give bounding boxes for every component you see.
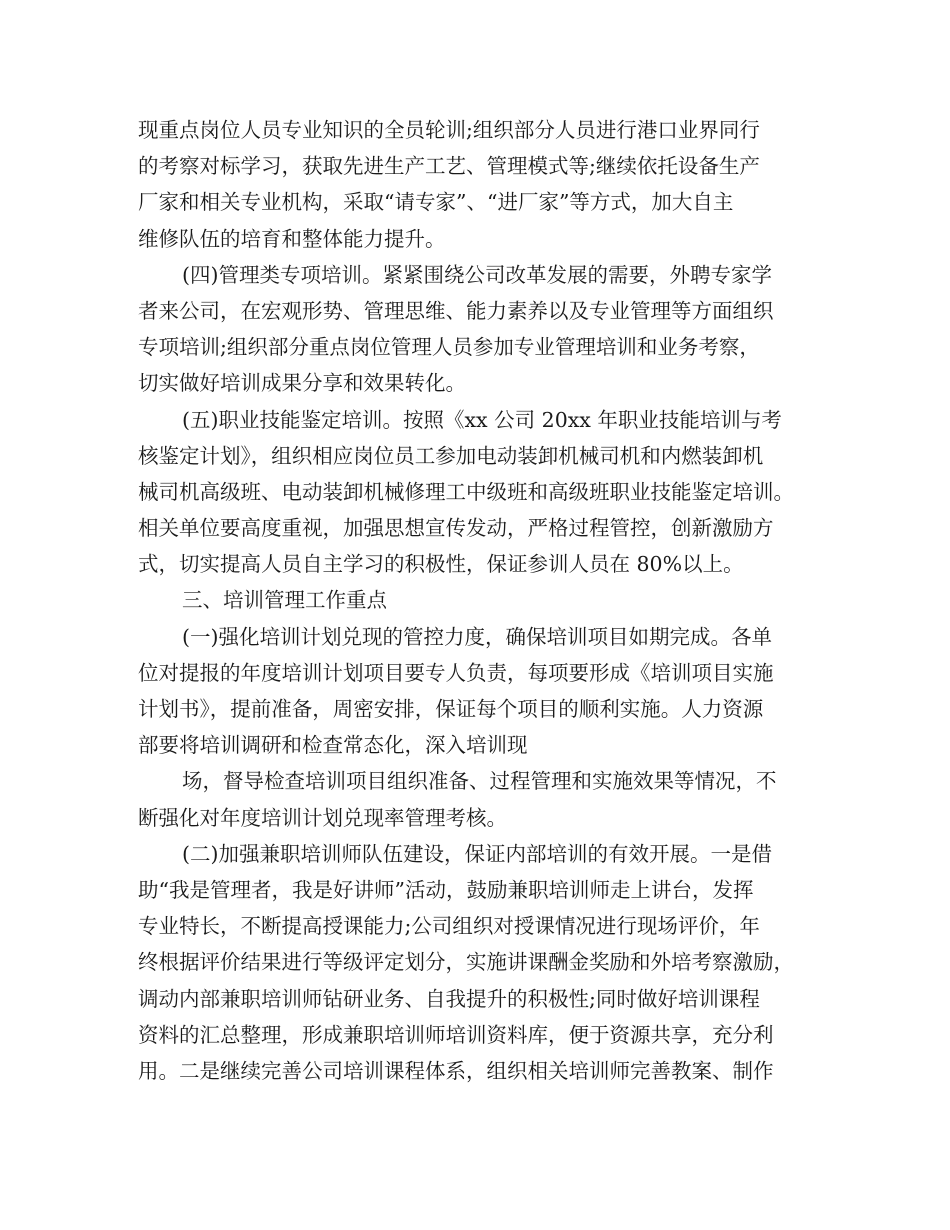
text-line: 切实做好培训成果分享和效果转化。 [138, 371, 466, 396]
text-line: 调动内部兼职培训师钻研业务、自我提升的积极性;同时做好培训课程 [138, 986, 760, 1011]
text-line: 式，切实提高人员自主学习的积极性，保证参训人员在 80%以上。 [138, 552, 744, 577]
text-line: 现重点岗位人员专业知识的全员轮训;组织部分人员进行港口业界同行 [138, 118, 760, 142]
text-line: (五)职业技能鉴定培训。按照《xx 公司 20xx 年职业技能培训与考 [182, 407, 782, 432]
text-line: 相关单位要高度重视，加强思想宣传发动，严格过程管控，创新激励方 [138, 516, 774, 541]
text-line: 计划书》，提前准备，周密安排，保证每个项目的顺利实施。人力资源 [138, 697, 764, 721]
text-line: 场，督导检查培训项目组织准备、过程管理和实施效果等情况，不 [182, 769, 777, 794]
text-line: 核鉴定计划》，组织相应岗位员工参加电动装卸机械司机和内燃装卸机 [138, 443, 764, 468]
text-line: (二)加强兼职培训师队伍建设，保证内部培训的有效开展。一是借 [182, 841, 772, 866]
text-line: 助“我是管理者，我是好讲师”活动，鼓励兼职培训师走上讲台，发挥 [138, 877, 754, 902]
text-line: 专业特长，不断提高授课能力;公司组织对授课情况进行现场评价，年 [138, 914, 760, 939]
text-line: 维修队伍的培育和整体能力提升。 [138, 226, 446, 251]
text-line: 的考察对标学习，获取先进生产工艺、管理模式等;继续依托设备生产 [138, 154, 760, 179]
text-line: 位对提报的年度培训计划项目要专人负责，每项要形成《培训项目实施 [138, 660, 774, 685]
text-line: (一)强化培训计划兑现的管控力度，确保培训项目如期完成。各单 [182, 624, 772, 649]
document-body [138, 112, 818, 1089]
text-line: 用。二是继续完善公司培训课程体系，组织相关培训师完善教案、制作 [138, 1058, 774, 1083]
text-line: 者来公司，在宏观形势、管理思维、能力素养以及专业管理等方面组织 [138, 298, 774, 323]
text-line: 部要将培训调研和检查常态化，深入培训现 [138, 733, 528, 758]
text-line: 专项培训;组织部分重点岗位管理人员参加专业管理培训和业务考察， [138, 335, 760, 360]
text-line: 断强化对年度培训计划兑现率管理考核。 [138, 805, 507, 830]
text-line: 资料的汇总整理，形成兼职培训师培训资料库，便于资源共享，充分利 [138, 1022, 774, 1047]
text-line: 械司机高级班、电动装卸机械修理工中级班和高级班职业技能鉴定培训。 [138, 479, 794, 504]
text-line: 厂家和相关专业机构，采取“请专家”、“进厂家”等方式，加大自主 [138, 190, 734, 215]
text-line: 终根据评价结果进行等级评定划分，实施讲课酬金奖励和外培考察激励， [138, 950, 794, 975]
text-line: (四)管理类专项培训。紧紧围绕公司改革发展的需要，外聘专家学 [182, 262, 772, 287]
text-line: 三、培训管理工作重点 [182, 588, 387, 613]
